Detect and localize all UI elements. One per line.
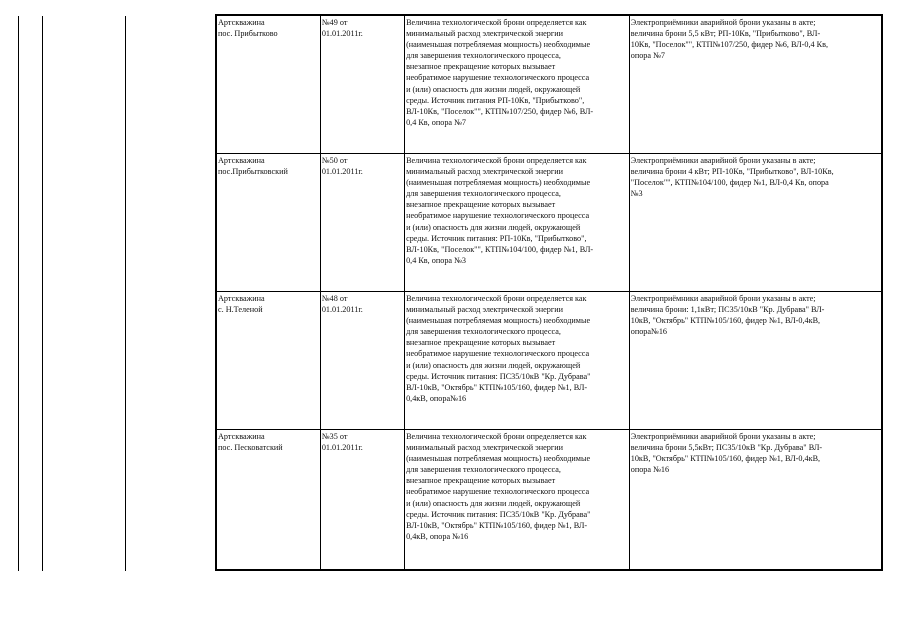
tech-reserve-text-line: минимальный расход электрической энергии <box>406 29 563 39</box>
emergency-reserve-cell <box>629 154 882 292</box>
object-cell <box>216 154 320 292</box>
tech-reserve-text-line: внезапное прекращение которых вызывает <box>406 200 556 210</box>
act-date: 01.01.2011г. <box>321 305 363 315</box>
object-type: Артскважина <box>218 156 265 165</box>
emergency-reserve-text-line: величина брони 5,5кВт; ПС35/10кВ "Кр. Дубрава" ВЛ- <box>630 443 823 453</box>
act-cell <box>320 292 404 430</box>
emergency-reserve-text-line: Электроприёмники аварийной брони указаны в акте; <box>630 294 816 303</box>
tech-reserve-text-line: необратимое нарушение технологического процесса <box>406 73 590 83</box>
tech-reserve-text-line: необратимое нарушение технологического процесса <box>406 211 590 221</box>
tech-reserve-text-line: Величина технологической брони определяется как <box>406 294 587 303</box>
tech-reserve-text-line: для завершения технологического процесса, <box>406 327 561 337</box>
act-cell <box>320 15 404 154</box>
emergency-reserve-table <box>215 14 883 571</box>
object-type: Артскважина <box>218 294 265 303</box>
tech-reserve-text-line: Величина технологической брони определяется как <box>406 432 587 441</box>
tech-reserve-text-line: внезапное прекращение которых вызывает <box>406 476 556 486</box>
emergency-reserve-text-line: 10Кв, "Поселок"", КТП№107/250, фидер №6, ВЛ-0,4 Кв, <box>630 40 829 50</box>
act-date: 01.01.2011г. <box>321 443 363 453</box>
table-body <box>216 15 882 570</box>
tech-reserve-text-line: 0,4 Кв, опора №7 <box>406 117 467 127</box>
act-date: 01.01.2011г. <box>321 167 363 177</box>
emergency-reserve-text-line: 10кВ, "Октябрь" КТП№105/160, фидер №1, ВЛ-0,4кВ, <box>630 316 821 326</box>
object-location: пос.Прибытковский <box>218 167 288 177</box>
tech-reserve-cell <box>405 430 630 571</box>
tech-reserve-text-line: среды. Источник питания: ПС35/10кВ "Кр. Дубрава" <box>406 509 591 519</box>
tech-reserve-text-line: и (или) опасность для жизни людей, окружающей <box>406 498 581 508</box>
emergency-reserve-text-line: опора №7 <box>630 51 665 61</box>
emergency-reserve-text-line: опора №16 <box>630 465 670 475</box>
tech-reserve-text-line: (наименьшая потребляемая мощность) необходимые <box>406 178 591 188</box>
document-table <box>215 14 883 571</box>
tech-reserve-cell <box>405 15 630 154</box>
act-cell <box>320 430 404 571</box>
emergency-reserve-text-line: величина брони 4 кВт; РП-10Кв, "Прибытково", ВЛ-10Кв, <box>630 167 834 177</box>
emergency-reserve-text-line: Электроприёмники аварийной брони указаны в акте; <box>630 156 816 165</box>
tech-reserve-text-line: Величина технологической брони определяется как <box>406 18 587 27</box>
tech-reserve-text-line: внезапное прекращение которых вызывает <box>406 338 556 348</box>
tech-reserve-text-line: минимальный расход электрической энергии <box>406 443 563 453</box>
emergency-reserve-text-line: величина брони 5,5 кВт; РП-10Кв, "Прибытково", ВЛ- <box>630 29 821 39</box>
emergency-reserve-cell <box>629 15 882 154</box>
emergency-reserve-cell <box>629 292 882 430</box>
tech-reserve-text-line: минимальный расход электрической энергии <box>406 305 563 315</box>
emergency-reserve-text-line: №3 <box>630 189 643 199</box>
object-cell <box>216 292 320 430</box>
emergency-reserve-text-line: величина брони: 1,1кВт; ПС35/10кВ "Кр. Дубрава" ВЛ- <box>630 305 825 315</box>
tech-reserve-text-line: 0,4кВ, опора №16 <box>406 531 469 541</box>
object-cell <box>216 430 320 571</box>
tech-reserve-text-line: (наименьшая потребляемая мощность) необходимые <box>406 316 591 326</box>
tech-reserve-text-line: 0,4 Кв, опора №3 <box>406 255 467 265</box>
tech-reserve-cell <box>405 292 630 430</box>
tech-reserve-text-line: среды. Источник питания РП-10Кв, "Прибытково", <box>406 95 585 105</box>
emergency-reserve-text-line: опора№16 <box>630 327 668 337</box>
table-row <box>216 430 882 571</box>
tech-reserve-text-line: ВЛ-10кВ, "Октябрь" КТП№105/160, фидер №1, ВЛ- <box>406 520 588 530</box>
tech-reserve-text-line: среды. Источник питания: ПС35/10кВ "Кр. Дубрава" <box>406 371 591 381</box>
tech-reserve-text-line: 0,4кВ, опора№16 <box>406 393 467 403</box>
object-location: пос. Песковатский <box>218 443 283 453</box>
act-number: №49 от <box>321 18 348 27</box>
act-date: 01.01.2011г. <box>321 29 363 39</box>
tech-reserve-text-line: необратимое нарушение технологического процесса <box>406 487 590 497</box>
tech-reserve-text-line: (наименьшая потребляемая мощность) необходимые <box>406 40 591 50</box>
tech-reserve-text-line: ВЛ-10кВ, "Октябрь" КТП№105/160, фидер №1, ВЛ- <box>406 382 588 392</box>
act-number: №50 от <box>321 156 348 165</box>
tech-reserve-text-line: необратимое нарушение технологического процесса <box>406 349 590 359</box>
left-column-rule-1 <box>18 16 19 571</box>
tech-reserve-text-line: для завершения технологического процесса, <box>406 51 561 61</box>
table-row <box>216 154 882 292</box>
tech-reserve-text-line: для завершения технологического процесса, <box>406 465 561 475</box>
object-location: пос. Прибытково <box>218 29 278 39</box>
tech-reserve-text-line: ВЛ-10Кв, "Поселок"", КТП№107/250, фидер №6, ВЛ- <box>406 106 594 116</box>
object-type: Артскважина <box>218 432 265 441</box>
tech-reserve-text-line: и (или) опасность для жизни людей, окружающей <box>406 84 581 94</box>
act-cell <box>320 154 404 292</box>
tech-reserve-text-line: для завершения технологического процесса, <box>406 189 561 199</box>
tech-reserve-text-line: минимальный расход электрической энергии <box>406 167 563 177</box>
emergency-reserve-text-line: "Поселок"", КТП№104/100, фидер №1, ВЛ-0,4 Кв, опора <box>630 178 829 188</box>
object-location: с. Н.Теленой <box>218 305 263 315</box>
table-row <box>216 15 882 154</box>
emergency-reserve-cell <box>629 430 882 571</box>
table-row <box>216 292 882 430</box>
tech-reserve-text-line: внезапное прекращение которых вызывает <box>406 62 556 72</box>
emergency-reserve-text-line: Электроприёмники аварийной брони указаны в акте; <box>630 432 816 441</box>
tech-reserve-text-line: ВЛ-10Кв, "Поселок"", КТП№104/100, фидер №1, ВЛ- <box>406 244 594 254</box>
emergency-reserve-text-line: 10кВ, "Октябрь" КТП№105/160, фидер №1, ВЛ-0,4кВ, <box>630 454 821 464</box>
left-column-rule-2 <box>42 16 43 571</box>
object-type: Артскважина <box>218 18 265 27</box>
tech-reserve-text-line: и (или) опасность для жизни людей, окружающей <box>406 360 581 370</box>
object-cell <box>216 15 320 154</box>
tech-reserve-text-line: (наименьшая потребляемая мощность) необходимые <box>406 454 591 464</box>
tech-reserve-text-line: Величина технологической брони определяется как <box>406 156 587 165</box>
tech-reserve-cell <box>405 154 630 292</box>
emergency-reserve-text-line: Электроприёмники аварийной брони указаны в акте; <box>630 18 816 27</box>
tech-reserve-text-line: и (или) опасность для жизни людей, окружающей <box>406 222 581 232</box>
left-column-rule-3 <box>125 16 126 571</box>
act-number: №48 от <box>321 294 348 303</box>
tech-reserve-text-line: среды. Источник питания: РП-10Кв, "Прибытково", <box>406 233 587 243</box>
act-number: №35 от <box>321 432 348 441</box>
